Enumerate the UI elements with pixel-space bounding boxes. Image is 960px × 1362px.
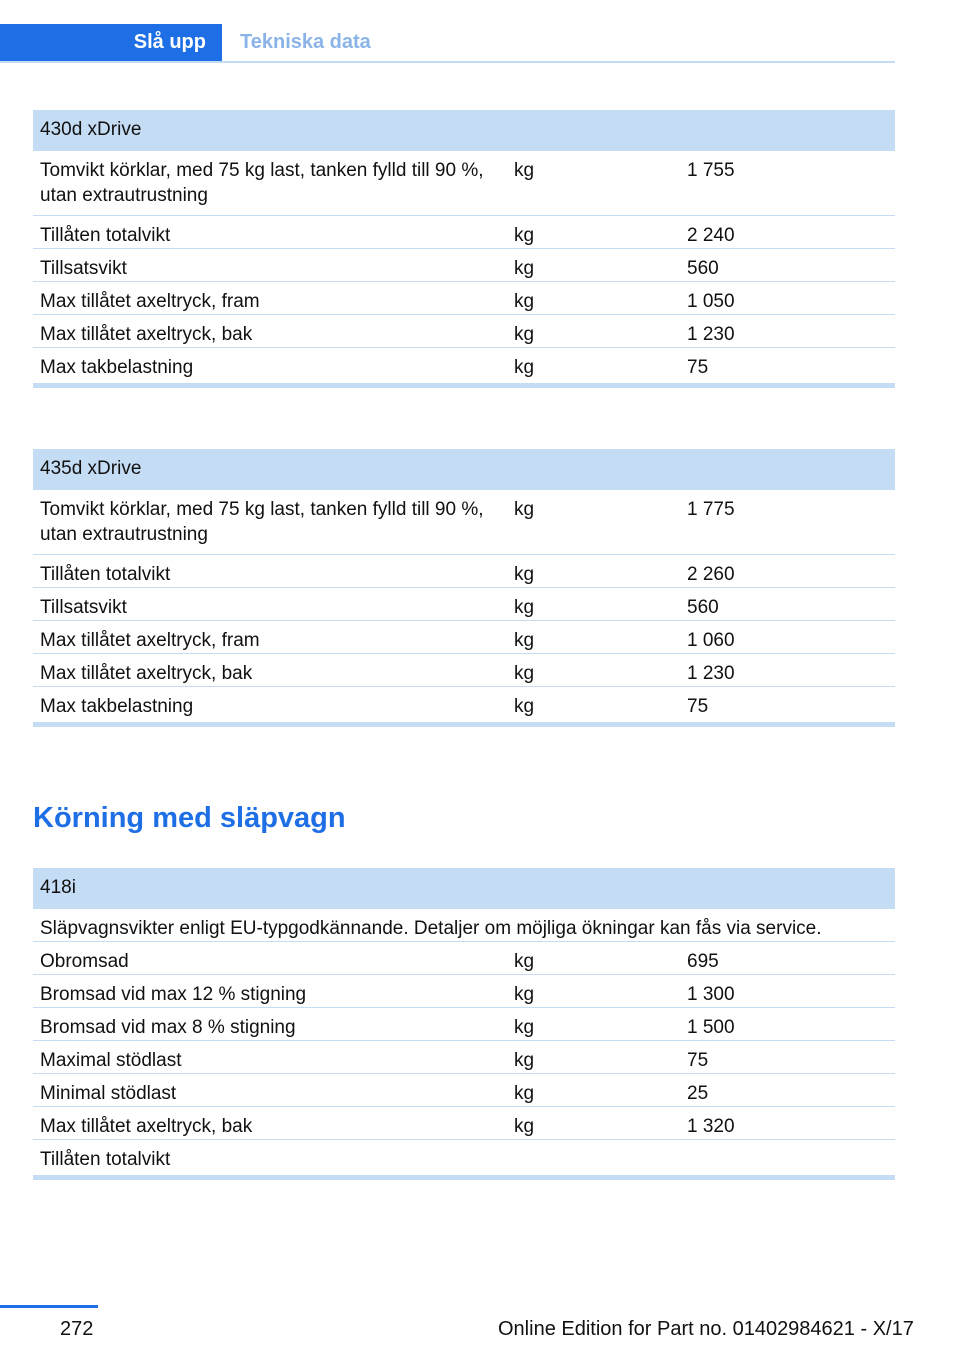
table-row xyxy=(33,347,895,385)
row-unit: kg xyxy=(507,215,680,248)
row-label: Tillsatsvikt xyxy=(33,248,507,281)
section-title: Körning med släpvagn xyxy=(33,802,346,834)
row-unit: kg xyxy=(507,347,680,385)
row-label: Tomvikt körklar, med 75 kg last, tanken fylld till 90 %, utan extrautrustning xyxy=(33,489,507,554)
row-value: 1 060 xyxy=(680,620,895,653)
row-unit: kg xyxy=(507,248,680,281)
row-value: 2 260 xyxy=(680,554,895,587)
table-header-row xyxy=(33,868,895,908)
table-row xyxy=(33,150,895,215)
table-header-row xyxy=(33,449,895,489)
row-unit: kg xyxy=(507,1040,680,1073)
table-row xyxy=(33,1007,895,1040)
row-label: Maximal stödlast xyxy=(33,1040,507,1073)
table-row xyxy=(33,314,895,347)
row-unit: kg xyxy=(507,281,680,314)
table-row xyxy=(33,587,895,620)
table-row xyxy=(33,281,895,314)
row-value xyxy=(680,1139,895,1177)
table-row xyxy=(33,941,895,974)
row-label: Minimal stödlast xyxy=(33,1073,507,1106)
row-unit: kg xyxy=(507,620,680,653)
table-row xyxy=(33,1073,895,1106)
row-value: 1 775 xyxy=(680,489,895,554)
table-row xyxy=(33,1040,895,1073)
row-label: Max takbelastning xyxy=(33,686,507,724)
row-unit: kg xyxy=(507,653,680,686)
row-unit: kg xyxy=(507,587,680,620)
row-value: 1 230 xyxy=(680,314,895,347)
row-value: 75 xyxy=(680,347,895,385)
table-row xyxy=(33,489,895,554)
row-value: 2 240 xyxy=(680,215,895,248)
table-row xyxy=(33,1106,895,1139)
spec-table-430d xyxy=(33,110,895,388)
row-unit: kg xyxy=(507,150,680,215)
row-unit: kg xyxy=(507,489,680,554)
spec-table-435d xyxy=(33,449,895,727)
table-row xyxy=(33,974,895,1007)
edition-footer: Online Edition for Part no. 01402984621 - X/17 xyxy=(498,1318,914,1340)
row-unit xyxy=(507,1139,680,1177)
row-value: 75 xyxy=(680,686,895,724)
row-value: 695 xyxy=(680,941,895,974)
table-row xyxy=(33,215,895,248)
row-label: Max tillåtet axeltryck, fram xyxy=(33,281,507,314)
row-label: Tillåten totalvikt xyxy=(33,215,507,248)
row-label: Max tillåtet axeltryck, bak xyxy=(33,1106,507,1139)
table-row xyxy=(33,620,895,653)
row-unit: kg xyxy=(507,941,680,974)
table-note: Släpvagnsvikter enligt EU-typgodkännande. Detaljer om möjliga ökningar kan fås via service. xyxy=(33,908,895,941)
table-row xyxy=(33,248,895,281)
tab-tekniska-data[interactable]: Tekniska data xyxy=(240,31,371,53)
table-title: 418i xyxy=(33,868,895,908)
row-value: 1 300 xyxy=(680,974,895,1007)
page-number: 272 xyxy=(60,1318,94,1340)
row-value: 75 xyxy=(680,1040,895,1073)
header-tabbar xyxy=(0,24,895,63)
row-value: 1 755 xyxy=(680,150,895,215)
row-value: 1 050 xyxy=(680,281,895,314)
table-title: 435d xDrive xyxy=(33,449,895,489)
row-label: Bromsad vid max 8 % stigning xyxy=(33,1007,507,1040)
row-value: 1 230 xyxy=(680,653,895,686)
row-label: Max tillåtet axeltryck, bak xyxy=(33,314,507,347)
row-value: 560 xyxy=(680,587,895,620)
row-label: Max tillåtet axeltryck, fram xyxy=(33,620,507,653)
tab-sla-upp[interactable]: Slå upp xyxy=(0,24,222,61)
row-value: 1 500 xyxy=(680,1007,895,1040)
row-unit: kg xyxy=(507,1106,680,1139)
row-unit: kg xyxy=(507,314,680,347)
row-label: Obromsad xyxy=(33,941,507,974)
row-unit: kg xyxy=(507,1007,680,1040)
table-row xyxy=(33,653,895,686)
row-label: Tillåten totalvikt xyxy=(33,554,507,587)
table-title: 430d xDrive xyxy=(33,110,895,150)
spec-table-418i xyxy=(33,868,895,1180)
page-number-rule xyxy=(0,1305,98,1308)
row-value: 560 xyxy=(680,248,895,281)
row-label: Max takbelastning xyxy=(33,347,507,385)
row-label: Max tillåtet axeltryck, bak xyxy=(33,653,507,686)
table-header-row xyxy=(33,110,895,150)
row-unit: kg xyxy=(507,1073,680,1106)
row-value: 1 320 xyxy=(680,1106,895,1139)
table-row xyxy=(33,908,895,941)
row-unit: kg xyxy=(507,554,680,587)
row-value: 25 xyxy=(680,1073,895,1106)
row-unit: kg xyxy=(507,974,680,1007)
row-unit: kg xyxy=(507,686,680,724)
row-label: Bromsad vid max 12 % stigning xyxy=(33,974,507,1007)
table-row xyxy=(33,686,895,724)
table-row xyxy=(33,554,895,587)
table-row xyxy=(33,1139,895,1177)
row-label: Tillåten totalvikt xyxy=(33,1139,507,1177)
row-label: Tillsatsvikt xyxy=(33,587,507,620)
row-label: Tomvikt körklar, med 75 kg last, tanken fylld till 90 %, utan extrautrustning xyxy=(33,150,507,215)
